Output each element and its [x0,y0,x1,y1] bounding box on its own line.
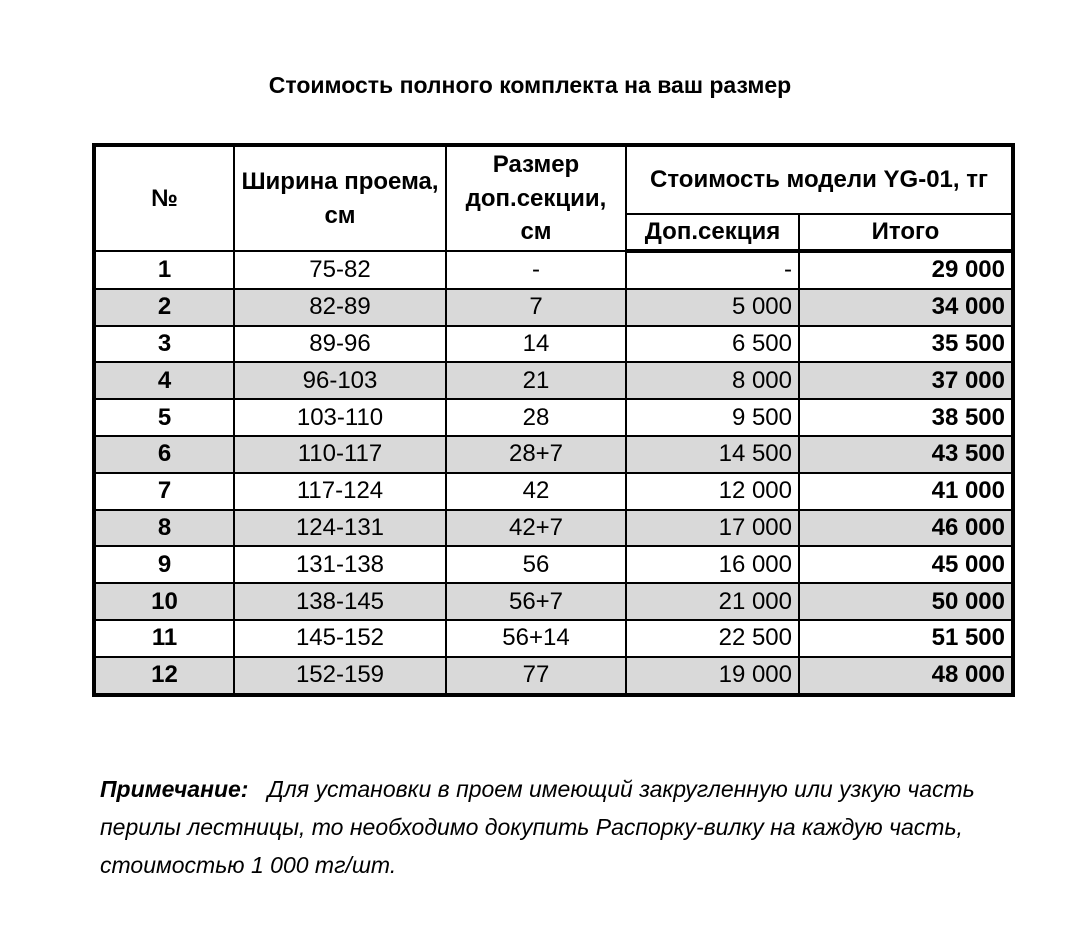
cell-section-size: 56+14 [446,620,626,657]
cell-width: 89-96 [234,326,446,363]
table-row [94,657,1013,695]
note-text: Для установки в проем имеющий закругленную или узкую часть перилы лестницы, то необходимо докупить Распорку-вилку на каждую часть, стоимостью 1 000 тг/шт. [100,776,975,878]
cell-num: 12 [94,657,234,695]
cell-total: 46 000 [799,510,1013,547]
cell-total: 45 000 [799,546,1013,583]
note-label: Примечание: [100,776,249,802]
cell-total: 38 500 [799,399,1013,436]
cell-total: 41 000 [799,473,1013,510]
cell-width: 131-138 [234,546,446,583]
cell-extra-section: 8 000 [626,362,799,399]
cell-section-size: 42 [446,473,626,510]
cell-extra-section: 14 500 [626,436,799,473]
cell-extra-section: 5 000 [626,289,799,326]
header-section-size: Размер доп.секции, см [446,145,626,251]
table-row [94,620,1013,657]
cell-num: 6 [94,436,234,473]
cell-section-size: 42+7 [446,510,626,547]
header-extra-section: Доп.секция [626,214,799,251]
cell-num: 5 [94,399,234,436]
table-row [94,583,1013,620]
cell-num: 7 [94,473,234,510]
cell-total: 35 500 [799,326,1013,363]
page-title: Стоимость полного комплекта на ваш размер [268,72,792,98]
cell-extra-section: 16 000 [626,546,799,583]
cell-num: 4 [94,362,234,399]
cell-extra-section: 19 000 [626,657,799,695]
cell-section-size: 14 [446,326,626,363]
table-row [94,436,1013,473]
cell-num: 8 [94,510,234,547]
table-row [94,289,1013,326]
cell-extra-section: 9 500 [626,399,799,436]
cell-num: 1 [94,251,234,289]
cell-num: 10 [94,583,234,620]
table-body [94,251,1013,695]
table-header [94,145,1013,251]
cell-width: 96-103 [234,362,446,399]
cell-total: 43 500 [799,436,1013,473]
header-cost-group: Стоимость модели YG-01, тг [626,145,1013,214]
table-row [94,326,1013,363]
cell-extra-section: 6 500 [626,326,799,363]
cell-total: 37 000 [799,362,1013,399]
cell-width: 117-124 [234,473,446,510]
cell-extra-section: 17 000 [626,510,799,547]
cell-section-size: 77 [446,657,626,695]
cell-total: 29 000 [799,251,1013,289]
cell-extra-section: 12 000 [626,473,799,510]
price-table [92,143,1015,697]
table-row [94,251,1013,289]
cell-section-size: 28+7 [446,436,626,473]
note [100,770,980,884]
note-spacer [255,776,261,802]
cell-section-size: 56 [446,546,626,583]
cell-num: 3 [94,326,234,363]
cell-extra-section: 21 000 [626,583,799,620]
cell-width: 138-145 [234,583,446,620]
table-row [94,546,1013,583]
table-row [94,473,1013,510]
cell-extra-section: - [626,251,799,289]
table-row [94,510,1013,547]
cell-width: 110-117 [234,436,446,473]
cell-section-size: 21 [446,362,626,399]
header-num: № [94,145,234,251]
cell-section-size: 7 [446,289,626,326]
cell-total: 34 000 [799,289,1013,326]
cell-width: 82-89 [234,289,446,326]
cell-width: 124-131 [234,510,446,547]
cell-total: 48 000 [799,657,1013,695]
cell-total: 51 500 [799,620,1013,657]
cell-num: 2 [94,289,234,326]
cell-section-size: - [446,251,626,289]
header-total: Итого [799,214,1013,251]
header-width: Ширина проема, см [234,145,446,251]
cell-section-size: 28 [446,399,626,436]
cell-num: 9 [94,546,234,583]
cell-width: 145-152 [234,620,446,657]
cell-section-size: 56+7 [446,583,626,620]
cell-extra-section: 22 500 [626,620,799,657]
cell-width: 103-110 [234,399,446,436]
cell-width: 152-159 [234,657,446,695]
cell-width: 75-82 [234,251,446,289]
cell-num: 11 [94,620,234,657]
table-row [94,399,1013,436]
cell-total: 50 000 [799,583,1013,620]
table-row [94,362,1013,399]
